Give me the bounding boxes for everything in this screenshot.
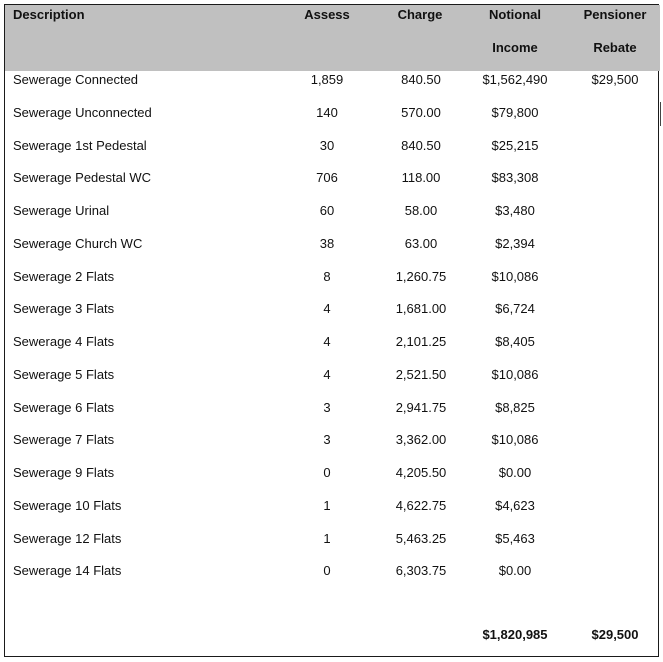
cell-charge: 58.00 xyxy=(404,203,438,218)
table-row xyxy=(5,71,660,104)
cell-description: Sewerage 4 Flats xyxy=(13,334,115,349)
table-row xyxy=(5,530,660,563)
cell-assess: 8 xyxy=(323,268,331,284)
table-row xyxy=(5,268,660,301)
cell-income: $2,394 xyxy=(495,235,535,251)
table-row xyxy=(5,366,660,399)
header-notional: Notional xyxy=(489,7,541,22)
cell-income: $6,724 xyxy=(495,301,535,317)
cell-description: Sewerage 3 Flats xyxy=(13,301,115,317)
cell-description: Sewerage Connected xyxy=(13,72,139,87)
cell-assess: 140 xyxy=(316,104,338,120)
cell-income: $25,215 xyxy=(491,137,539,153)
cell-assess: 4 xyxy=(323,334,331,349)
total-rebate: $29,500 xyxy=(591,627,639,642)
cell-rebate: $29,500 xyxy=(591,72,639,87)
cell-charge: 6,303.75 xyxy=(395,563,447,579)
cell-assess: 38 xyxy=(319,235,335,251)
cell-income: $10,086 xyxy=(491,268,539,284)
cell-assess: 4 xyxy=(323,366,331,382)
totals-row xyxy=(5,627,660,647)
cell-income: $1,562,490 xyxy=(482,72,548,87)
table-row xyxy=(5,497,660,530)
cell-income: $0.00 xyxy=(498,563,532,579)
cell-description: Sewerage 10 Flats xyxy=(13,497,122,513)
table-header xyxy=(5,5,660,71)
cell-charge: 4,205.50 xyxy=(395,465,447,480)
cell-description: Sewerage Church WC xyxy=(13,235,143,251)
cell-assess: 0 xyxy=(323,563,331,579)
cell-assess: 60 xyxy=(319,203,335,218)
cell-assess: 1 xyxy=(323,497,331,513)
cell-charge: 840.50 xyxy=(401,137,441,153)
header-assess: Assess xyxy=(304,7,350,22)
cell-charge: 2,941.75 xyxy=(395,399,447,415)
table-row xyxy=(5,169,660,202)
table-row xyxy=(5,202,660,235)
cell-income: $4,623 xyxy=(495,497,535,513)
cell-assess: 1 xyxy=(323,530,331,546)
cell-description: Sewerage 6 Flats xyxy=(13,399,115,415)
cell-charge: 1,681.00 xyxy=(395,301,447,317)
cell-income: $10,086 xyxy=(491,366,539,382)
table-row xyxy=(5,104,660,137)
cell-income: $5,463 xyxy=(495,530,535,546)
cell-charge: 3,362.00 xyxy=(395,432,447,448)
table-row xyxy=(5,137,660,170)
cell-income: $10,086 xyxy=(491,432,539,448)
cell-charge: 2,521.50 xyxy=(395,366,447,382)
table-row xyxy=(5,333,660,366)
header-rebate: Rebate xyxy=(593,40,637,55)
cell-description: Sewerage Urinal xyxy=(13,203,110,218)
table-row xyxy=(5,399,660,432)
cell-charge: 2,101.25 xyxy=(395,334,447,349)
cell-assess: 30 xyxy=(319,137,335,153)
table-body xyxy=(5,71,660,595)
cell-income: $0.00 xyxy=(498,465,532,480)
cell-income: $79,800 xyxy=(491,104,539,120)
cell-charge: 840.50 xyxy=(401,72,441,87)
cell-description: Sewerage Unconnected xyxy=(13,104,152,120)
cell-description: Sewerage 5 Flats xyxy=(13,366,115,382)
cell-description: Sewerage 9 Flats xyxy=(13,465,115,480)
cell-description: Sewerage 2 Flats xyxy=(13,268,115,284)
table-row xyxy=(5,431,660,464)
text-cursor-icon xyxy=(660,102,661,126)
header-charge: Charge xyxy=(397,7,443,22)
cell-assess: 3 xyxy=(323,399,331,415)
cell-description: Sewerage Pedestal WC xyxy=(13,170,152,186)
cell-income: $83,308 xyxy=(491,170,539,186)
cell-charge: 5,463.25 xyxy=(395,530,447,546)
cell-assess: 1,859 xyxy=(310,72,344,87)
cell-charge: 63.00 xyxy=(404,235,438,251)
cell-description: Sewerage 14 Flats xyxy=(13,563,122,579)
table-row xyxy=(5,235,660,268)
cell-assess: 4 xyxy=(323,301,331,317)
header-pensioner: Pensioner xyxy=(583,7,647,22)
cell-assess: 706 xyxy=(316,170,338,186)
cell-charge: 4,622.75 xyxy=(395,497,447,513)
cell-assess: 3 xyxy=(323,432,331,448)
cell-assess: 0 xyxy=(323,465,331,480)
table-row xyxy=(5,562,660,595)
cell-charge: 570.00 xyxy=(401,104,441,120)
table-row xyxy=(5,300,660,333)
cell-income: $8,405 xyxy=(495,334,535,349)
total-income: $1,820,985 xyxy=(482,627,548,642)
cell-income: $8,825 xyxy=(495,399,535,415)
cell-description: Sewerage 7 Flats xyxy=(13,432,115,448)
cell-description: Sewerage 1st Pedestal xyxy=(13,137,147,153)
table-row xyxy=(5,464,660,497)
cell-description: Sewerage 12 Flats xyxy=(13,530,122,546)
header-description: Description xyxy=(13,7,85,22)
header-income: Income xyxy=(492,40,538,55)
sewerage-charges-table xyxy=(4,4,659,657)
cell-income: $3,480 xyxy=(495,203,535,218)
cell-charge: 118.00 xyxy=(401,170,441,186)
cell-charge: 1,260.75 xyxy=(395,268,447,284)
